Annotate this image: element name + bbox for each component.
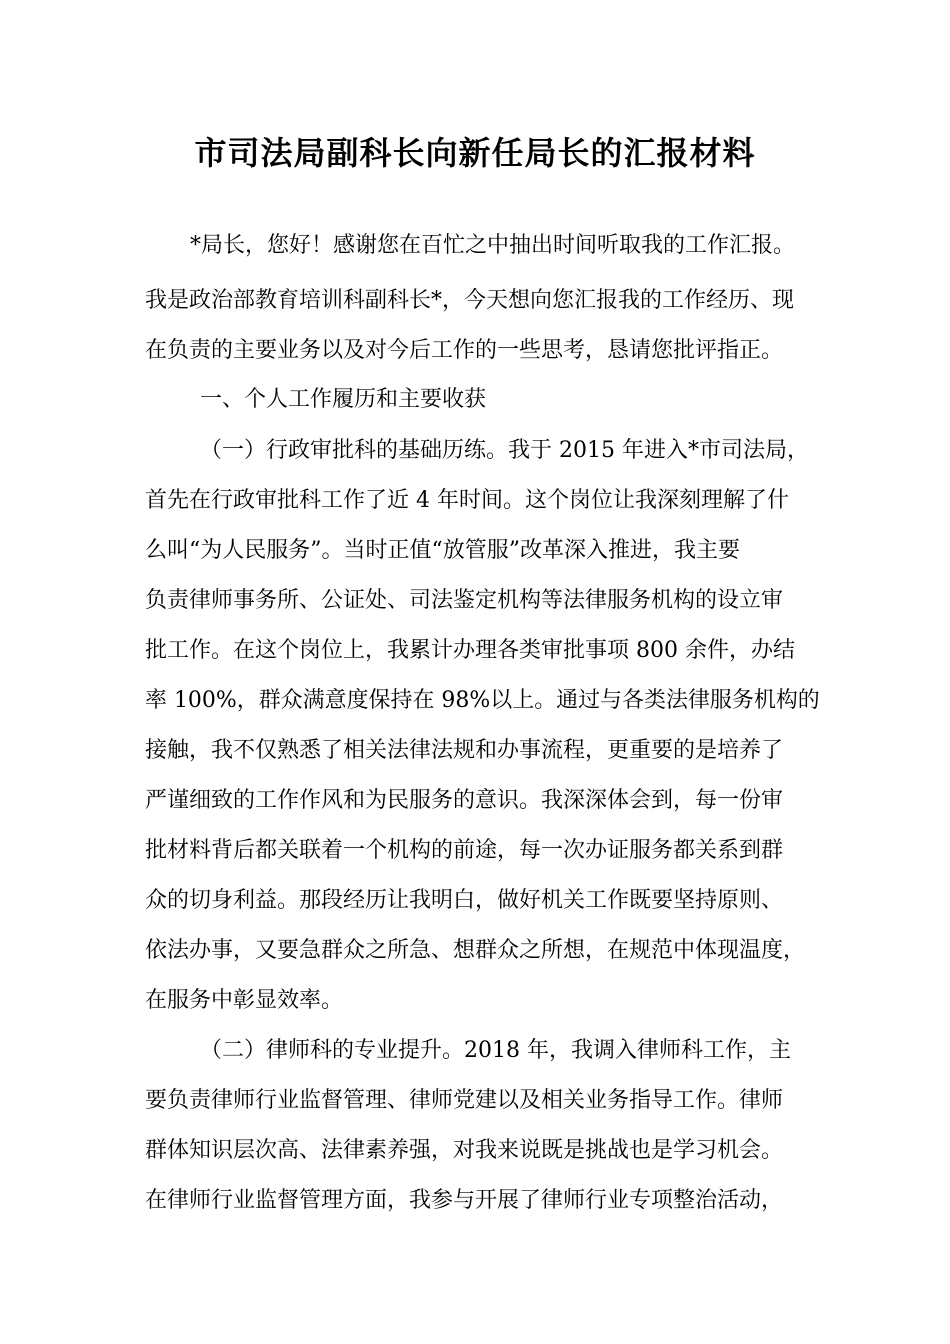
paragraph-line: 众的切身利益。那段经历让我明白，做好机关工作既要坚持原则、 — [145, 888, 784, 913]
paragraph-line: 接触，我不仅熟悉了相关法律法规和办事流程，更重要的是培养了 — [145, 738, 784, 763]
paragraph-line: 在律师行业监督管理方面，我参与开展了律师行业专项整治活动， — [145, 1188, 784, 1213]
paragraph-line: 群体知识层次高、法律素养强，对我来说既是挑战也是学习机会。 — [145, 1138, 784, 1163]
paragraph-line: 我是政治部教育培训科副科长*，今天想向您汇报我的工作经历、现 — [145, 288, 795, 313]
paragraph-line: 批工作。在这个岗位上，我累计办理各类审批事项 800 余件，办结 — [145, 638, 795, 663]
paragraph-line: 严谨细致的工作作风和为民服务的意识。我深深体会到，每一份审 — [145, 788, 784, 813]
paragraph-line: 要负责律师行业监督管理、律师党建以及相关业务指导工作。律师 — [145, 1088, 784, 1113]
paragraph-line: （一）行政审批科的基础历练。我于 2015 年进入*市司法局， — [200, 438, 809, 463]
paragraph-line: 率 100%，群众满意度保持在 98%以上。通过与各类法律服务机构的 — [145, 688, 820, 713]
paragraph-line: 么叫“为人民服务”。当时正值“放管服”改革深入推进，我主要 — [145, 538, 740, 563]
paragraph-line: （二）律师科的专业提升。2018 年，我调入律师科工作，主 — [200, 1038, 791, 1063]
paragraph-line: 批材料背后都关联着一个机构的前途，每一次办证服务都关系到群 — [145, 838, 784, 863]
document-title: 市司法局副科长向新任局长的汇报材料 — [194, 134, 756, 172]
paragraph-line: 在负责的主要业务以及对今后工作的一些思考，恳请您批评指正。 — [145, 338, 784, 363]
section-heading: 一、个人工作履历和主要收获 — [200, 387, 487, 412]
paragraph-line: 负责律师事务所、公证处、司法鉴定机构等法律服务机构的设立审 — [145, 588, 784, 613]
paragraph-line: *局长，您好！感谢您在百忙之中抽出时间听取我的工作汇报。 — [190, 233, 796, 258]
paragraph-line: 首先在行政审批科工作了近 4 年时间。这个岗位让我深刻理解了什 — [145, 488, 789, 513]
paragraph-line: 依法办事，又要急群众之所急、想群众之所想，在规范中体现温度， — [145, 938, 806, 963]
paragraph-line: 在服务中彰显效率。 — [145, 988, 344, 1013]
